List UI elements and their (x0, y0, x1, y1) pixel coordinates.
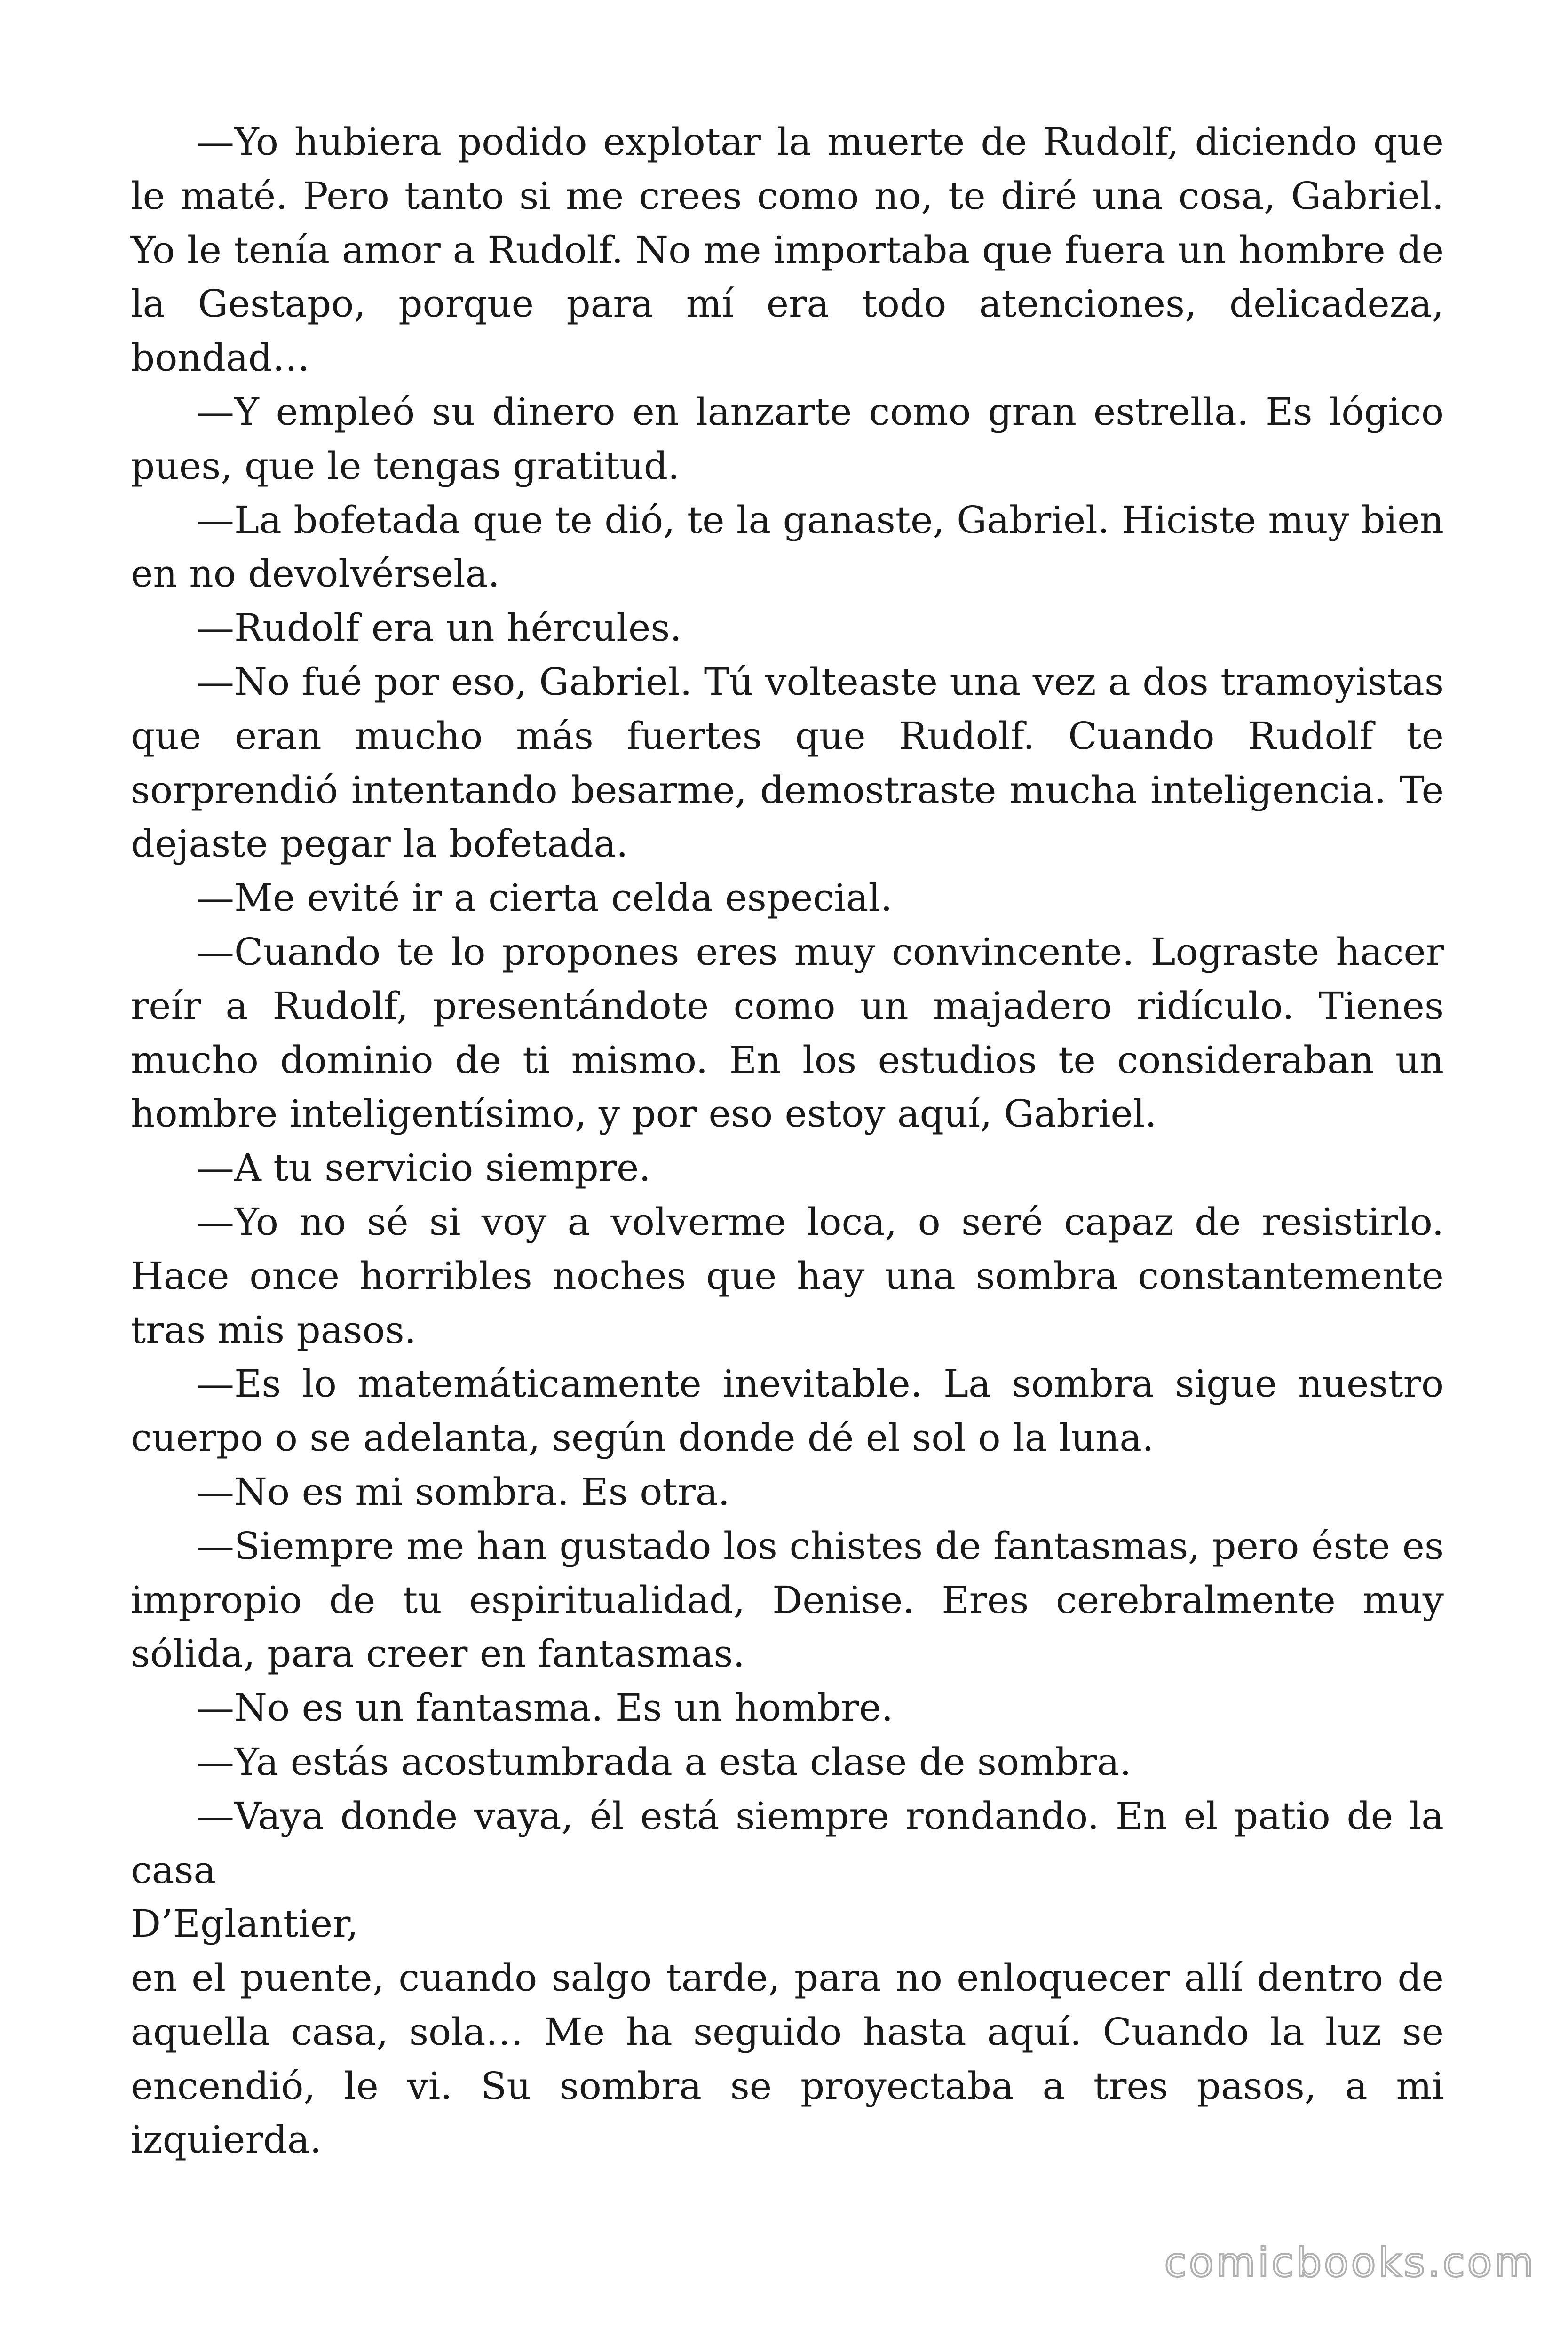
paragraph: —No fué por eso, Gabriel. Tú volteaste una vez a dos tramoyistas que eran mucho más fuertes que Rudolf. Cuando Rudolf te sorprendió intentando besarme, demostraste mucha inteligencia. Te dejaste pegar la bofetada. (131, 660, 1444, 866)
body-text (131, 115, 1444, 2167)
watermark: comicbooks.com (1164, 2239, 1536, 2286)
paragraph: —Y empleó su dinero en lanzarte como gran estrella. Es lógico pues, que le tengas gratitud. (131, 389, 1444, 488)
paragraph: —A tu servicio siempre. (197, 1146, 651, 1190)
paragraph: —La bofetada que te dió, te la ganaste, Gabriel. Hiciste muy bien en no devolvérsela. (131, 498, 1444, 596)
paragraph: D’Eglantier, (131, 1902, 358, 1946)
paragraph: —Yo hubiera podido explotar la muerte de Rudolf, diciendo que le maté. Pero tanto si me crees como no, te diré una cosa, Gabriel. Yo le tenía amor a Rudolf. No me importaba que fuera un hombre de la Gestapo, porque para mí era todo atenciones, delicadeza, bondad… (131, 120, 1444, 380)
paragraph: en el puente, cuando salgo tarde, para no enloquecer allí dentro de aquella casa, sola… Me ha seguido hasta aquí. Cuando la luz se encendió, le vi. Su sombra se proyectaba a tres pasos, a mi izquierda. (131, 1956, 1444, 2162)
paragraph: —Siempre me han gustado los chistes de fantasmas, pero éste es impropio de tu espiritualidad, Denise. Eres cerebralmente muy sólida, para creer en fantasmas. (131, 1524, 1444, 1676)
paragraph: —Ya estás acostumbrada a esta clase de sombra. (197, 1740, 1132, 1784)
paragraph: —Rudolf era un hércules. (197, 606, 682, 650)
paragraph: —No es un fantasma. Es un hombre. (197, 1686, 894, 1730)
paragraph: —Yo no sé si voy a volverme loca, o seré capaz de resistirlo. Hace once horribles noches que hay una sombra constantemente tras mis pasos. (131, 1200, 1444, 1352)
paragraph: —Cuando te lo propones eres muy convincente. Lograste hacer reír a Rudolf, presentándote como un majadero ridículo. Tienes mucho dominio de ti mismo. En los estudios te consideraban un hombre inteligentísimo, y por eso estoy aquí, Gabriel. (131, 930, 1444, 1136)
paragraph: —Vaya donde vaya, él está siempre rondando. En el patio de la casa (131, 1794, 1444, 1892)
paragraph: —No es mi sombra. Es otra. (197, 1470, 730, 1514)
paragraph: —Es lo matemáticamente inevitable. La sombra sigue nuestro cuerpo o se adelanta, según donde dé el sol o la luna. (131, 1362, 1444, 1460)
paragraph: —Me evité ir a cierta celda especial. (197, 876, 893, 920)
